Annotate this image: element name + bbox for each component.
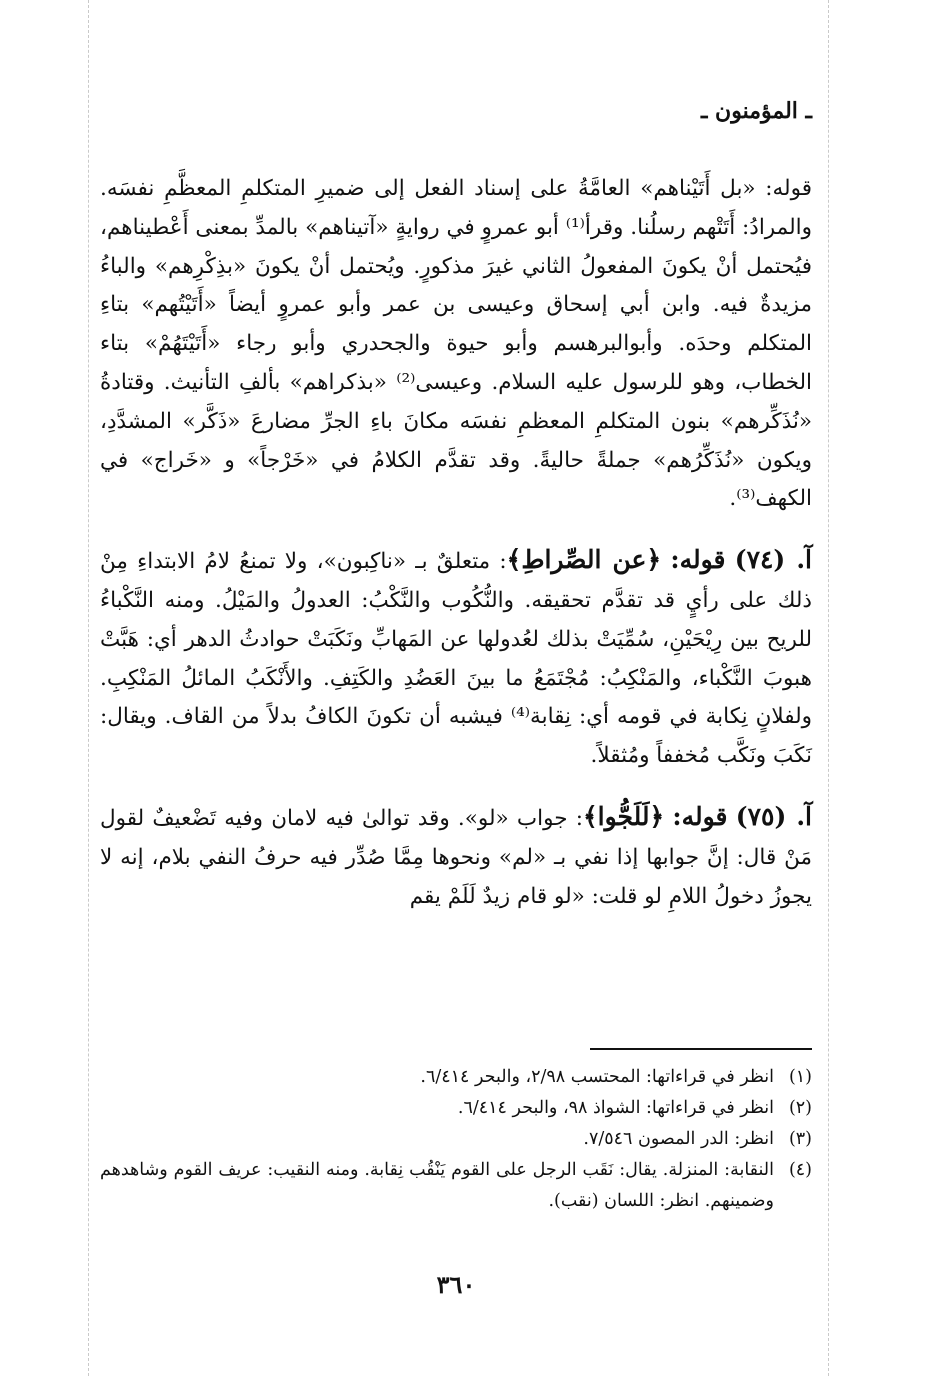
footnote-number: (٤) — [788, 1160, 812, 1180]
margin-guide-left — [88, 0, 89, 1376]
keyword: قوله: — [672, 801, 728, 831]
footnote-text: النقابة: المنزلة. يقال: نَقَب الرجل على القوم يَنْقُب نِقابة. ومنه النقيب: عريف القوم وشاهدهم وضمينهم. انظر: اللسان (نقب). — [100, 1160, 774, 1211]
main-text — [100, 170, 812, 916]
book-page — [100, 0, 812, 1376]
paragraph-verse-75 — [100, 798, 812, 916]
footnote — [100, 1062, 812, 1093]
margin-guide-right — [828, 0, 829, 1376]
paragraph-text: : جواب «لو». وقد توالىٰ فيه لامان وفيه تَضْعيفٌ لقول مَنْ قال: إنَّ جوابها إذا نفي بـ «لم» ونحوها مِمَّا صُدِّر فيه حرفُ النفي بلام، إنه لا يجوزُ دخولُ اللامِ لو قلت: «لو قام زيدٌ لَلَمْ يقم — [100, 805, 812, 909]
paragraph-text: : متعلقٌ بـ «ناكِبون»، ولا تمنعُ لامُ الابتداءِ مِنْ ذلك على رأيٍ قد تقدَّم تحقيقه. والنُّكُوب والنَّكْبُ: العدولُ والمَيْلُ. ومنه النَّكْباءُ للريح بين رِيْحَيْنِ، سُمِّيَتْ بذلك لعُدولها عن المَهابِّ ونَكَبَتْ حوادثُ الدهر أي: هَبَّتْ هبوبَ النَّكْباء، والمَنْكِبُ: مُجْتَمَعُ ما بينَ العَضُدِ والكَتِفِ. والأَنْكَبُ المائلُ المَنْكِبِ. ولفلانٍ نِكابة في قومه أي: نِقابة⁽⁴⁾ فيشبه أن تكونَ الكافُ بدلاً من القاف. ويقال: نَكَبَ ونَكَّب مُخففاً ومُثقلاً. — [100, 549, 813, 769]
footnote-number: (١) — [788, 1067, 812, 1087]
footnote — [100, 1155, 812, 1217]
page-number: ٣٦٠ — [436, 1270, 476, 1299]
verse-number: آ. (٧٥) — [735, 801, 812, 831]
footnote — [100, 1093, 812, 1124]
footnote-text: انظر: الدر المصون ٧/٥٤٦. — [583, 1129, 774, 1149]
footnote-text: انظر في قراءاتها: المحتسب ٢/٩٨، والبحر ٦/٤١٤. — [420, 1067, 774, 1087]
footnote-text: انظر في قراءاتها: الشواذ ٩٨، والبحر ٦/٤١٤. — [457, 1098, 774, 1118]
keyword: قوله: — [670, 545, 726, 575]
quran-quote: ﴿لَلَجُّوا﴾ — [582, 801, 665, 831]
footnote-number: (٢) — [788, 1098, 812, 1118]
footnotes — [100, 1062, 812, 1217]
footnote — [100, 1124, 812, 1155]
paragraph-1: قوله: «بل أَتَيْناهم» العامَّةُ على إسناد الفعل إلى ضميرِ المتكلمِ المعظَّمِ نفسَه. والمرادُ: أَتَتْهم رسلُنا. وقرأ⁽¹⁾ أبو عمروٍ في روايةٍ «آتيناهم» بالمدِّ بمعنى أَعْطيناهم، فيُحتمل أنْ يكونَ المفعولُ الثاني غيرَ مذكورٍ. ويُحتمل أنْ يكونَ «بذِكْرِهم» والباءُ مزيدةٌ فيه. وابن أبي إسحاق وعيسى بن عمر وأبو عمروٍ أيضاً «أَتَيْتُهم» بتاءِ المتكلم وحدَه. وأبوالبرهسم وأبو حيوة والجحدري وأبو رجاء «أَتَيْتَهُمْ» بتاء الخطاب، وهو للرسول عليه السلام. وعيسى⁽²⁾ «بذكراهم» بألفِ التأنيث. وقتادةُ «نُذَكِّرهم» بنون المتكلمِ المعظمِ نفسَه مكانَ باءِ الجرِّ مضارعَ «ذَكَّر» المشدَّدِ، ويكون «نُذَكِّرُهم» جملةً حاليةً. وقد تقدَّم الكلامُ في «خَرْجاً» و «خَراج» في الكهف⁽³⁾. — [100, 176, 813, 512]
paragraph-verse-74 — [100, 541, 812, 776]
running-head: ـ المؤمنون ـ — [700, 98, 812, 124]
footnote-number: (٣) — [788, 1129, 812, 1149]
footnote-separator — [590, 1048, 812, 1050]
quran-quote: ﴿عن الصِّراطِ﴾ — [506, 545, 662, 575]
verse-number: آ. (٧٤) — [734, 545, 812, 575]
